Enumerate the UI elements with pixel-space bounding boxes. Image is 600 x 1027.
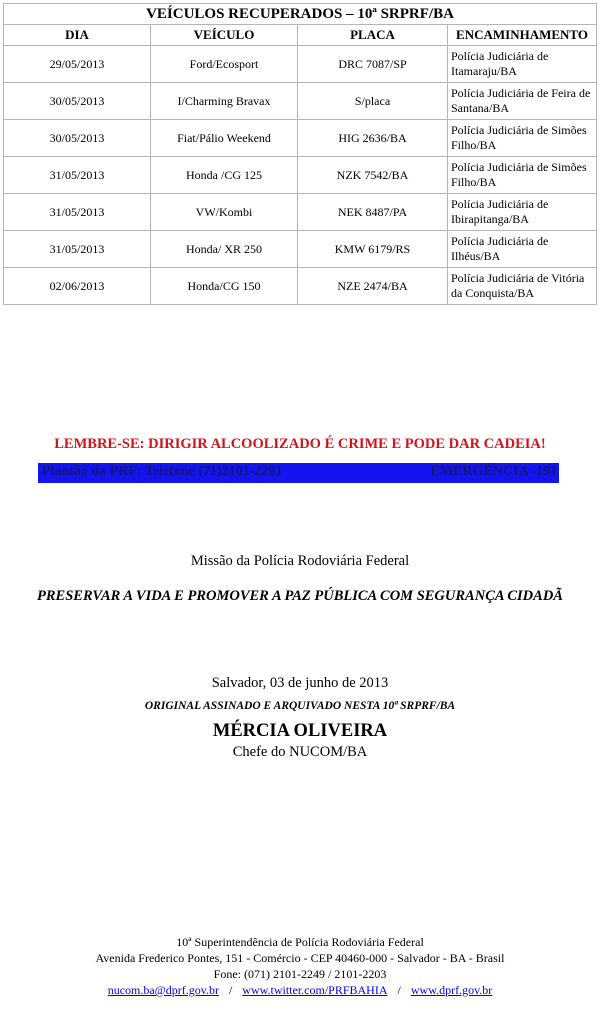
table-row: [4, 194, 597, 231]
cell-encaminhamento: Polícia Judiciária de Ilhéus/BA: [448, 231, 597, 268]
footer-institution: 10ª Superintendência de Polícia Rodoviária Federal: [176, 935, 424, 949]
header-veiculo: VEÍCULO: [151, 25, 298, 46]
footer-phone: Fone: (071) 2101-2249 / 2101-2203: [213, 967, 387, 981]
header-dia: DIA: [4, 25, 151, 46]
cell-placa: DRC 7087/SP: [298, 46, 448, 83]
table-row: [4, 268, 597, 305]
header-encaminhamento: ENCAMINHAMENTO: [448, 25, 597, 46]
table-row: [4, 120, 597, 157]
cell-dia: 31/05/2013: [4, 157, 151, 194]
header-placa: PLACA: [298, 25, 448, 46]
twitter-link[interactable]: www.twitter.com/PRFBAHIA: [242, 983, 388, 997]
mission-motto: PRESERVAR A VIDA E PROMOVER A PAZ PÚBLICA COM SEGURANÇA CIDADÃ: [37, 588, 563, 604]
cell-dia: 31/05/2013: [4, 231, 151, 268]
table-row: [4, 157, 597, 194]
cell-dia: 29/05/2013: [4, 46, 151, 83]
vehicles-table: [3, 3, 597, 305]
cell-placa: NEK 8487/PA: [298, 194, 448, 231]
cell-dia: 31/05/2013: [4, 194, 151, 231]
mission-heading: Missão da Polícia Rodoviária Federal: [190, 553, 410, 569]
cell-veiculo: I/Charming Bravax: [151, 83, 298, 120]
cell-placa: S/placa: [298, 83, 448, 120]
cell-encaminhamento: Polícia Judiciária de Ibirapitanga/BA: [448, 194, 597, 231]
cell-encaminhamento: Polícia Judiciária de Feira de Santana/BA: [448, 83, 597, 120]
cell-veiculo: VW/Kombi: [151, 194, 298, 231]
cell-veiculo: Honda/ XR 250: [151, 231, 298, 268]
cell-placa: NZE 2474/BA: [298, 268, 448, 305]
footer-links: [0, 982, 600, 998]
cell-encaminhamento: Polícia Judiciária de Simões Filho/BA: [448, 157, 597, 194]
signer-name: MÉRCIA OLIVEIRA: [212, 721, 388, 741]
signer-role: Chefe do NUCOM/BA: [232, 744, 368, 760]
cell-encaminhamento: Polícia Judiciária de Simões Filho/BA: [448, 120, 597, 157]
vehicles-table-container: [3, 3, 596, 305]
table-title: VEÍCULOS RECUPERADOS – 10ª SRPRF/BA: [4, 4, 597, 25]
cell-encaminhamento: Polícia Judiciária de Itamaraju/BA: [448, 46, 597, 83]
website-link[interactable]: www.dprf.gov.br: [410, 983, 493, 997]
footer-separator: /: [228, 983, 233, 997]
cell-encaminhamento: Polícia Judiciária de Vitória da Conquista/BA: [448, 268, 597, 305]
email-link[interactable]: nucom.ba@dprf.gov.br: [107, 983, 219, 997]
document-date: Salvador, 03 de junho de 2013: [211, 675, 389, 691]
cell-dia: 02/06/2013: [4, 268, 151, 305]
footer: [0, 934, 600, 998]
cell-placa: NZK 7542/BA: [298, 157, 448, 194]
cell-dia: 30/05/2013: [4, 83, 151, 120]
table-row: [4, 46, 597, 83]
footer-separator: /: [397, 983, 401, 997]
footer-address: Avenida Frederico Pontes, 151 - Comércio - CEP 40460-000 - Salvador - BA - Brasil: [95, 951, 505, 965]
cell-placa: HIG 2636/BA: [298, 120, 448, 157]
hotline-phone: Plantão da PRF: Telefone (71)2101-2201: [42, 464, 283, 479]
cell-placa: KMW 6179/RS: [298, 231, 448, 268]
cell-veiculo: Honda /CG 125: [151, 157, 298, 194]
drunk-driving-warning: LEMBRE-SE: DIRIGIR ALCOOLIZADO É CRIME E PODE DAR CADEIA!: [54, 436, 546, 452]
cell-veiculo: Ford/Ecosport: [151, 46, 298, 83]
cell-veiculo: Fiat/Pálio Weekend: [151, 120, 298, 157]
hotline-banner: [38, 463, 559, 483]
original-signed-note: ORIGINAL ASSINADO E ARQUIVADO NESTA 10ª SRPRF/BA: [144, 700, 456, 712]
table-row: [4, 83, 597, 120]
table-row: [4, 231, 597, 268]
cell-veiculo: Honda/CG 150: [151, 268, 298, 305]
emergency-number: EMERGÊNCIA -191: [430, 464, 557, 479]
cell-dia: 30/05/2013: [4, 120, 151, 157]
